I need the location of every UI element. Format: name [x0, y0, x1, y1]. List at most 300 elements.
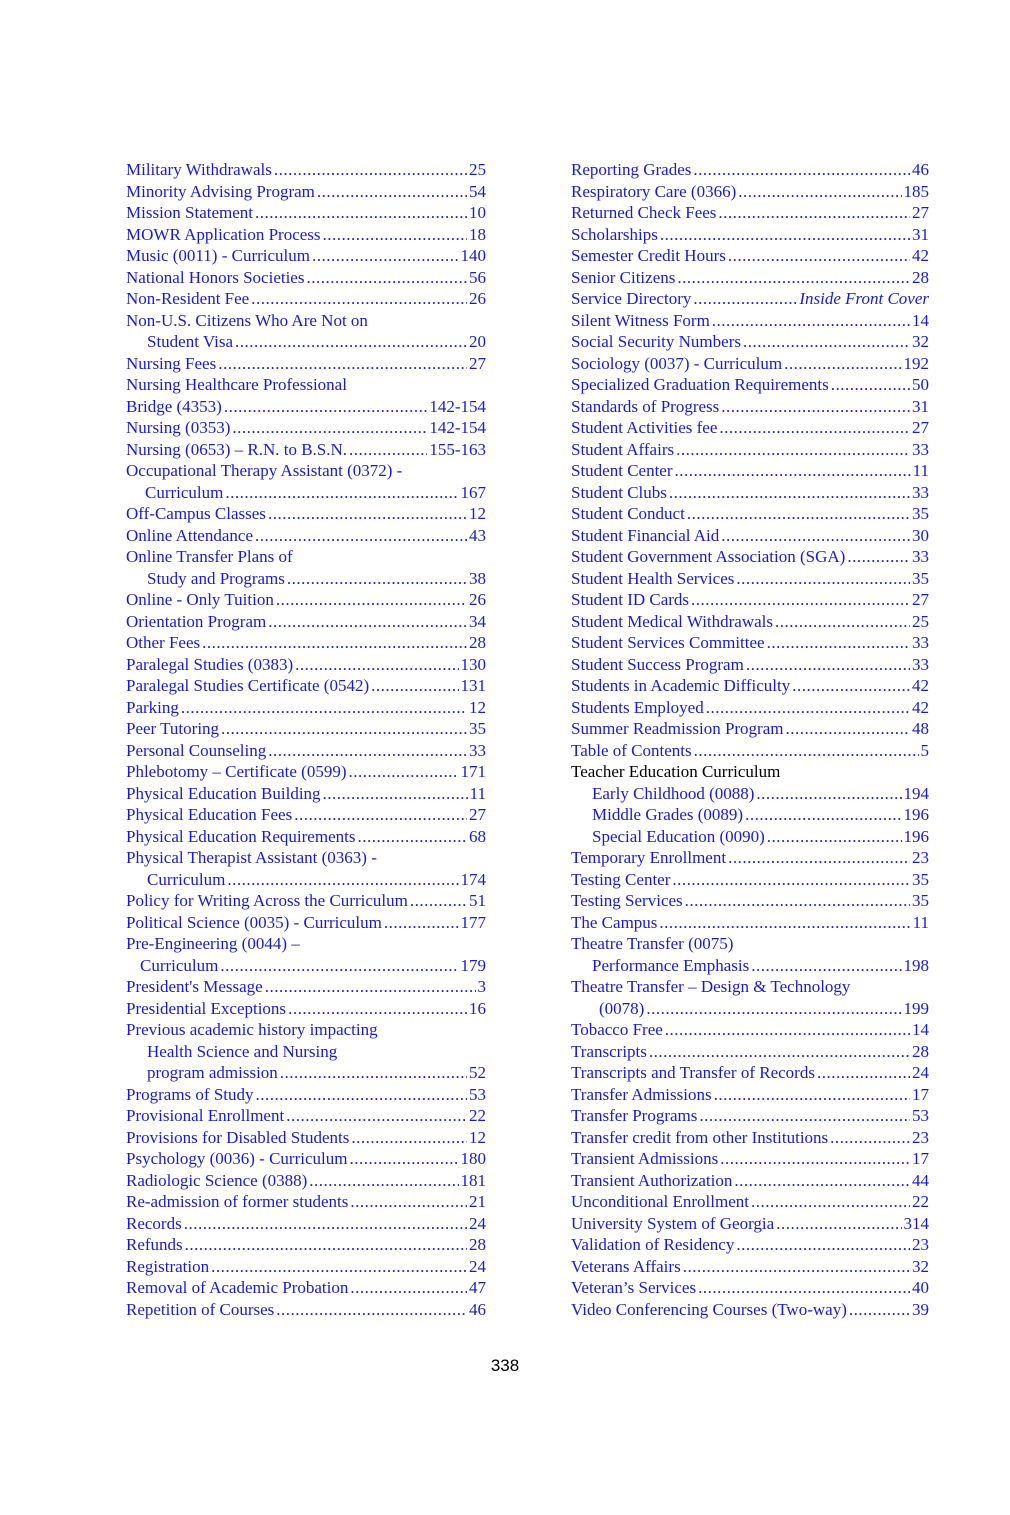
dot-leader — [184, 1213, 467, 1235]
index-entry[interactable] — [126, 740, 486, 762]
index-entry[interactable] — [126, 439, 486, 461]
dot-leader — [784, 353, 901, 375]
index-entry-page: 12 — [469, 1127, 486, 1147]
index-entry[interactable] — [126, 503, 486, 525]
index-entry-label: Student Services Committee — [571, 633, 765, 652]
index-entry-page: 35 — [912, 891, 929, 910]
index-entry-page: 194 — [903, 783, 929, 803]
index-entry-label: Orientation Program — [126, 611, 267, 631]
index-entry[interactable] — [571, 482, 929, 504]
index-entry-page: 68 — [469, 826, 486, 846]
dot-leader — [660, 224, 910, 246]
index-entry-label: Student ID Cards — [571, 590, 690, 609]
index-entry-label: Unconditional Enrollment — [571, 1192, 749, 1211]
index-entry[interactable] — [126, 224, 486, 246]
index-entry — [126, 847, 486, 869]
index-entry-page: 52 — [469, 1063, 486, 1082]
index-entry-page: 34 — [469, 611, 486, 631]
dot-leader — [256, 1084, 468, 1106]
index-entry[interactable] — [126, 611, 486, 633]
index-entry-label: Transient Admissions — [571, 1149, 719, 1168]
index-entry-page: 142-154 — [429, 418, 486, 437]
index-entry[interactable] — [571, 374, 929, 396]
index-entry-label: Psychology (0036) - Curriculum — [126, 1149, 348, 1168]
index-entry-page: Inside Front Cover — [799, 289, 929, 308]
dot-leader — [288, 998, 467, 1020]
index-entry[interactable] — [126, 826, 486, 848]
page-number: 338 — [490, 1356, 520, 1375]
index-entry-page: 27 — [912, 203, 929, 222]
dot-leader — [776, 1213, 901, 1235]
index-entry-label: Nursing (0353) — [126, 418, 231, 437]
index-entry-page: 179 — [460, 955, 486, 975]
index-entry[interactable] — [126, 675, 486, 697]
index-entry-page: 11 — [912, 912, 929, 932]
index-entry-page: 131 — [460, 676, 486, 695]
index-entry[interactable] — [571, 439, 929, 461]
index-entry-label: National Honors Societies — [126, 267, 305, 287]
index-entry-page: 174 — [460, 869, 486, 889]
index-entry[interactable] — [571, 718, 929, 740]
index-entry-label: Respiratory Care (0366) — [571, 181, 737, 201]
index-entry[interactable] — [571, 632, 929, 654]
dot-leader — [220, 955, 458, 977]
index-entry-page: 196 — [903, 826, 929, 846]
dot-leader — [350, 1277, 467, 1299]
dot-leader — [312, 245, 459, 267]
index-entry[interactable] — [571, 697, 929, 719]
index-entry[interactable] — [571, 1127, 929, 1149]
index-entry-page: 28 — [469, 1235, 486, 1254]
index-entry — [126, 546, 486, 568]
dot-leader — [685, 890, 910, 912]
index-entry-label: Provisions for Disabled Students — [126, 1127, 350, 1147]
index-entry-page: 142-154 — [429, 396, 486, 416]
index-entry-label: President's Message — [126, 977, 263, 996]
index-entry-page: 24 — [469, 1213, 486, 1233]
index-entry-label: Political Science (0035) - Curriculum — [126, 912, 382, 932]
index-entry[interactable] — [571, 288, 929, 310]
dot-leader — [268, 503, 467, 525]
index-entry[interactable] — [571, 1299, 929, 1321]
index-entry[interactable] — [571, 847, 929, 869]
dot-leader — [349, 439, 427, 461]
dot-leader — [677, 267, 910, 289]
index-entry[interactable] — [571, 1234, 929, 1256]
index-entry-page: 180 — [460, 1149, 486, 1168]
index-entry[interactable] — [571, 568, 929, 590]
index-entry-label: Student Government Association (SGA) — [571, 547, 846, 566]
dot-leader — [276, 1299, 467, 1321]
index-entry[interactable] — [571, 224, 929, 246]
index-entry-label: Summer Readmission Program — [571, 719, 784, 738]
index-entry-label: Policy for Writing Across the Curriculum — [126, 891, 408, 910]
index-entry-label: Transcripts — [571, 1041, 647, 1061]
dot-leader — [831, 374, 910, 396]
index-entry[interactable] — [571, 1277, 929, 1299]
index-entry-label: Student Affairs — [571, 439, 675, 459]
dot-leader — [255, 525, 467, 547]
index-entry-page: 14 — [912, 310, 929, 330]
dot-leader — [751, 955, 901, 977]
index-entry-label: Presidential Exceptions — [126, 998, 287, 1018]
index-entry-page: 46 — [912, 160, 929, 179]
index-entry-label: Standards of Progress — [571, 396, 720, 416]
index-entry-page: 10 — [469, 203, 486, 222]
index-entry-page: 33 — [912, 439, 929, 459]
index-entry-label: Service Directory — [571, 289, 692, 308]
index-entry-label: Pre-Engineering (0044) – — [126, 934, 300, 953]
index-entry — [126, 1019, 486, 1041]
index-entry[interactable] — [126, 482, 486, 504]
index-entry-page: 198 — [903, 955, 929, 975]
index-entry-page: 51 — [469, 891, 486, 910]
dot-leader — [227, 869, 458, 891]
index-entry[interactable] — [126, 632, 486, 654]
index-entry[interactable] — [126, 288, 486, 310]
index-entry-label: Provisional Enrollment — [126, 1106, 285, 1125]
index-entry-label: Sociology (0037) - Curriculum — [571, 353, 783, 373]
index-entry-label: Online Transfer Plans of — [126, 547, 293, 566]
index-entry[interactable] — [126, 331, 486, 353]
index-entry-page: 21 — [469, 1192, 486, 1211]
index-right-column — [571, 159, 929, 1320]
dot-leader — [384, 912, 459, 934]
index-entry[interactable] — [126, 761, 486, 783]
index-entry[interactable] — [571, 869, 929, 891]
index-entry-page: 12 — [469, 697, 486, 717]
index-entry-page: 23 — [912, 1127, 929, 1147]
dot-leader — [181, 697, 467, 719]
index-entry-page: 31 — [912, 396, 929, 416]
index-entry[interactable] — [126, 353, 486, 375]
index-entry-page: 314 — [903, 1213, 929, 1233]
index-entry[interactable] — [571, 202, 929, 224]
index-entry-page: 35 — [469, 719, 486, 738]
dot-leader — [251, 288, 467, 310]
index-entry-label: Student Center — [571, 461, 673, 480]
index-entry[interactable] — [571, 740, 929, 762]
index-entry[interactable] — [571, 503, 929, 525]
index-entry-page: 23 — [912, 1235, 929, 1254]
index-entry-page: 14 — [912, 1020, 929, 1039]
index-entry-page: 27 — [912, 418, 929, 437]
index-entry-label: Study and Programs — [147, 568, 285, 588]
index-entry[interactable] — [571, 998, 929, 1020]
index-entry[interactable] — [571, 589, 929, 611]
index-entry[interactable] — [126, 1127, 486, 1149]
dot-leader — [649, 1041, 910, 1063]
index-entry[interactable] — [571, 955, 929, 977]
index-entry[interactable] — [571, 1148, 929, 1170]
dot-leader — [218, 353, 467, 375]
index-entry-label: Table of Contents — [571, 740, 692, 760]
index-entry[interactable] — [571, 654, 929, 676]
index-entry-label: Physical Education Requirements — [126, 826, 356, 846]
index-entry-page: 11 — [469, 783, 486, 803]
index-entry-label: Refunds — [126, 1235, 183, 1254]
index-entry[interactable] — [126, 589, 486, 611]
dot-leader — [665, 1019, 910, 1041]
index-entry-label: Physical Education Fees — [126, 805, 293, 824]
index-entry-label: Student Activities fee — [571, 418, 718, 437]
index-entry-label: Testing Center — [571, 869, 671, 889]
dot-leader — [286, 1105, 467, 1127]
index-entry[interactable] — [571, 912, 929, 934]
index-entry-label: Health Science and Nursing — [147, 1041, 338, 1061]
dot-leader — [202, 632, 467, 654]
index-entry-label: Student Visa — [147, 332, 234, 351]
index-entry[interactable] — [571, 525, 929, 547]
index-entry-label: Non-U.S. Citizens Who Are Not on — [126, 310, 368, 330]
index-entry[interactable] — [571, 181, 929, 203]
index-entry-label: Previous academic history impacting — [126, 1020, 378, 1039]
dot-leader — [675, 460, 911, 482]
dot-leader — [718, 202, 910, 224]
index-entry[interactable] — [571, 783, 929, 805]
index-entry-page: 22 — [469, 1106, 486, 1125]
index-entry[interactable] — [126, 1213, 486, 1235]
dot-leader — [676, 439, 910, 461]
index-entry-label: Student Health Services — [571, 568, 735, 588]
index-entry-page: 35 — [912, 504, 929, 523]
dot-leader — [728, 847, 910, 869]
index-entry[interactable] — [126, 1062, 486, 1084]
dot-leader — [265, 976, 476, 998]
index-entry[interactable] — [126, 396, 486, 418]
index-entry-page: 196 — [903, 805, 929, 824]
dot-leader — [714, 1084, 910, 1106]
dot-leader — [274, 159, 467, 181]
index-entry[interactable] — [571, 1256, 929, 1278]
index-entry-label: Music (0011) - Curriculum — [126, 246, 310, 265]
index-entry[interactable] — [571, 826, 929, 848]
dot-leader — [306, 267, 467, 289]
index-entry-page: 53 — [469, 1084, 486, 1104]
index-entry-page: 192 — [903, 353, 929, 373]
index-entry-page: 32 — [912, 1256, 929, 1276]
index-entry[interactable] — [126, 1191, 486, 1213]
index-entry-page: 28 — [469, 633, 486, 652]
index-entry — [571, 933, 929, 955]
index-entry-page: 27 — [912, 590, 929, 609]
index-entry[interactable] — [126, 1256, 486, 1278]
index-entry-label: Registration — [126, 1256, 210, 1276]
index-entry[interactable] — [571, 675, 929, 697]
index-entry[interactable] — [571, 417, 929, 439]
index-entry-page: 24 — [469, 1256, 486, 1276]
index-entry-label: Temporary Enrollment — [571, 848, 727, 867]
index-entry[interactable] — [571, 245, 929, 267]
index-entry[interactable] — [126, 869, 486, 891]
index-entry[interactable] — [126, 783, 486, 805]
index-entry[interactable] — [126, 804, 486, 826]
dot-leader — [721, 396, 910, 418]
index-entry-label: Nursing Fees — [126, 353, 217, 373]
dot-leader — [268, 740, 467, 762]
index-entry-page: 31 — [912, 224, 929, 244]
index-entry — [571, 976, 929, 998]
dot-leader — [736, 1234, 910, 1256]
index-entry-label: Students in Academic Difficulty — [571, 676, 791, 695]
dot-leader — [738, 181, 901, 203]
index-entry-label: Physical Education Building — [126, 783, 321, 803]
dot-leader — [287, 568, 467, 590]
index-entry[interactable] — [126, 697, 486, 719]
index-entry-page: 33 — [912, 633, 929, 652]
index-entry[interactable] — [571, 267, 929, 289]
dot-leader — [323, 783, 468, 805]
index-entry[interactable] — [126, 1170, 486, 1192]
dot-leader — [691, 589, 910, 611]
index-entry-label: Veterans Affairs — [571, 1256, 681, 1276]
dot-leader — [348, 761, 458, 783]
index-entry-page: 50 — [912, 375, 929, 394]
dot-leader — [357, 826, 467, 848]
index-entry-page: 46 — [469, 1299, 486, 1319]
index-entry[interactable] — [126, 1084, 486, 1106]
index-entry-label: Middle Grades (0089) — [592, 805, 744, 824]
dot-leader — [775, 611, 910, 633]
index-entry-label: Curriculum — [147, 869, 226, 889]
index-entry-label: Early Childhood (0088) — [592, 783, 755, 803]
dot-leader — [767, 826, 902, 848]
index-entry-label: Scholarships — [571, 224, 658, 244]
index-entry-page: 11 — [912, 461, 929, 480]
index-entry[interactable] — [571, 546, 929, 568]
index-entry-label: Transcripts and Transfer of Records — [571, 1063, 815, 1082]
dot-leader — [720, 1148, 910, 1170]
index-entry-label: MOWR Application Process — [126, 224, 321, 244]
index-entry-label: Transient Authorization — [571, 1170, 733, 1190]
dot-leader — [698, 1277, 910, 1299]
index-entry[interactable] — [126, 1277, 486, 1299]
index-entry[interactable] — [571, 1213, 929, 1235]
index-entry[interactable] — [126, 525, 486, 547]
index-entry-label: Student Medical Withdrawals — [571, 611, 774, 631]
index-entry-label: Semester Credit Hours — [571, 246, 726, 265]
index-entry[interactable] — [126, 976, 486, 998]
dot-leader — [276, 589, 467, 611]
index-entry[interactable] — [571, 159, 929, 181]
index-entry-page: 39 — [912, 1299, 929, 1319]
index-entry-page: 199 — [903, 998, 929, 1018]
index-entry[interactable] — [571, 1062, 929, 1084]
index-entry[interactable] — [126, 267, 486, 289]
index-entry[interactable] — [571, 1084, 929, 1106]
index-entry[interactable] — [126, 1234, 486, 1256]
dot-leader — [745, 804, 901, 826]
index-entry[interactable] — [126, 245, 486, 267]
index-entry-page: 167 — [460, 482, 486, 502]
index-entry[interactable] — [571, 890, 929, 912]
index-entry-page: 18 — [469, 224, 486, 244]
index-entry-page: 32 — [912, 332, 929, 351]
index-entry-label: Student Success Program — [571, 654, 744, 674]
index-entry-label: Reporting Grades — [571, 160, 692, 179]
index-entry[interactable] — [571, 1019, 929, 1041]
index-entry-label: Nursing (0653) – R.N. to B.S.N. — [126, 439, 348, 459]
index-entry-page: 171 — [460, 762, 486, 781]
index-entry[interactable] — [126, 955, 486, 977]
index-entry[interactable] — [571, 460, 929, 482]
index-entry[interactable] — [126, 1148, 486, 1170]
dot-leader — [767, 632, 910, 654]
index-entry[interactable] — [571, 396, 929, 418]
index-entry-label: Occupational Therapy Assistant (0372) - — [126, 461, 403, 480]
index-entry[interactable] — [126, 202, 486, 224]
index-entry-page: 26 — [469, 289, 486, 308]
index-entry[interactable] — [126, 417, 486, 439]
dot-leader — [371, 675, 458, 697]
dot-leader — [687, 503, 910, 525]
dot-leader — [746, 654, 910, 676]
dot-leader — [410, 890, 467, 912]
dot-leader — [817, 1062, 910, 1084]
index-entry-label: Performance Emphasis — [592, 955, 750, 975]
index-entry[interactable] — [571, 1105, 929, 1127]
index-entry[interactable] — [126, 654, 486, 676]
dot-leader — [734, 1170, 910, 1192]
dot-leader — [785, 718, 910, 740]
index-entry[interactable] — [571, 1041, 929, 1063]
index-entry[interactable] — [571, 1170, 929, 1192]
index-entry-label: Personal Counseling — [126, 740, 267, 760]
index-entry[interactable] — [126, 181, 486, 203]
index-entry[interactable] — [126, 568, 486, 590]
dot-leader — [294, 804, 467, 826]
index-entry-page: 185 — [903, 181, 929, 201]
index-entry[interactable] — [126, 998, 486, 1020]
dot-leader — [728, 245, 910, 267]
index-entry-label: Social Security Numbers — [571, 332, 741, 351]
index-entry — [126, 1041, 486, 1063]
index-entry-label: Student Clubs — [571, 482, 667, 502]
index-entry-page: 12 — [469, 504, 486, 523]
index-entry-label: Peer Tutoring — [126, 719, 220, 738]
index-entry[interactable] — [126, 159, 486, 181]
index-entry[interactable] — [571, 331, 929, 353]
index-entry[interactable] — [126, 890, 486, 912]
index-entry[interactable] — [571, 310, 929, 332]
index-entry-label: Tobacco Free — [571, 1020, 663, 1039]
dot-leader — [721, 525, 910, 547]
index-entry[interactable] — [126, 1105, 486, 1127]
index-entry[interactable] — [126, 912, 486, 934]
index-entry[interactable] — [126, 1299, 486, 1321]
index-entry-label: Theatre Transfer – Design & Technology — [571, 977, 851, 996]
dot-leader — [693, 288, 797, 310]
index-entry-page: 16 — [469, 998, 486, 1018]
index-entry-page: 155-163 — [429, 439, 486, 459]
index-entry[interactable] — [571, 804, 929, 826]
index-entry[interactable] — [571, 1191, 929, 1213]
index-entry-page: 28 — [912, 267, 929, 287]
dot-leader — [736, 568, 910, 590]
index-entry[interactable] — [126, 718, 486, 740]
index-entry-page: 33 — [912, 654, 929, 674]
index-entry[interactable] — [571, 353, 929, 375]
index-entry-label: Paralegal Studies Certificate (0542) — [126, 676, 370, 695]
index-entry[interactable] — [571, 611, 929, 633]
index-entry-page: 35 — [912, 568, 929, 588]
index-entry-page: 25 — [469, 160, 486, 179]
index-entry-page: 20 — [469, 332, 486, 351]
index-entry-page: 33 — [912, 547, 929, 566]
index-entry — [126, 933, 486, 955]
index-entry-page: 25 — [912, 611, 929, 631]
index-entry-label: Specialized Graduation Requirements — [571, 375, 829, 394]
